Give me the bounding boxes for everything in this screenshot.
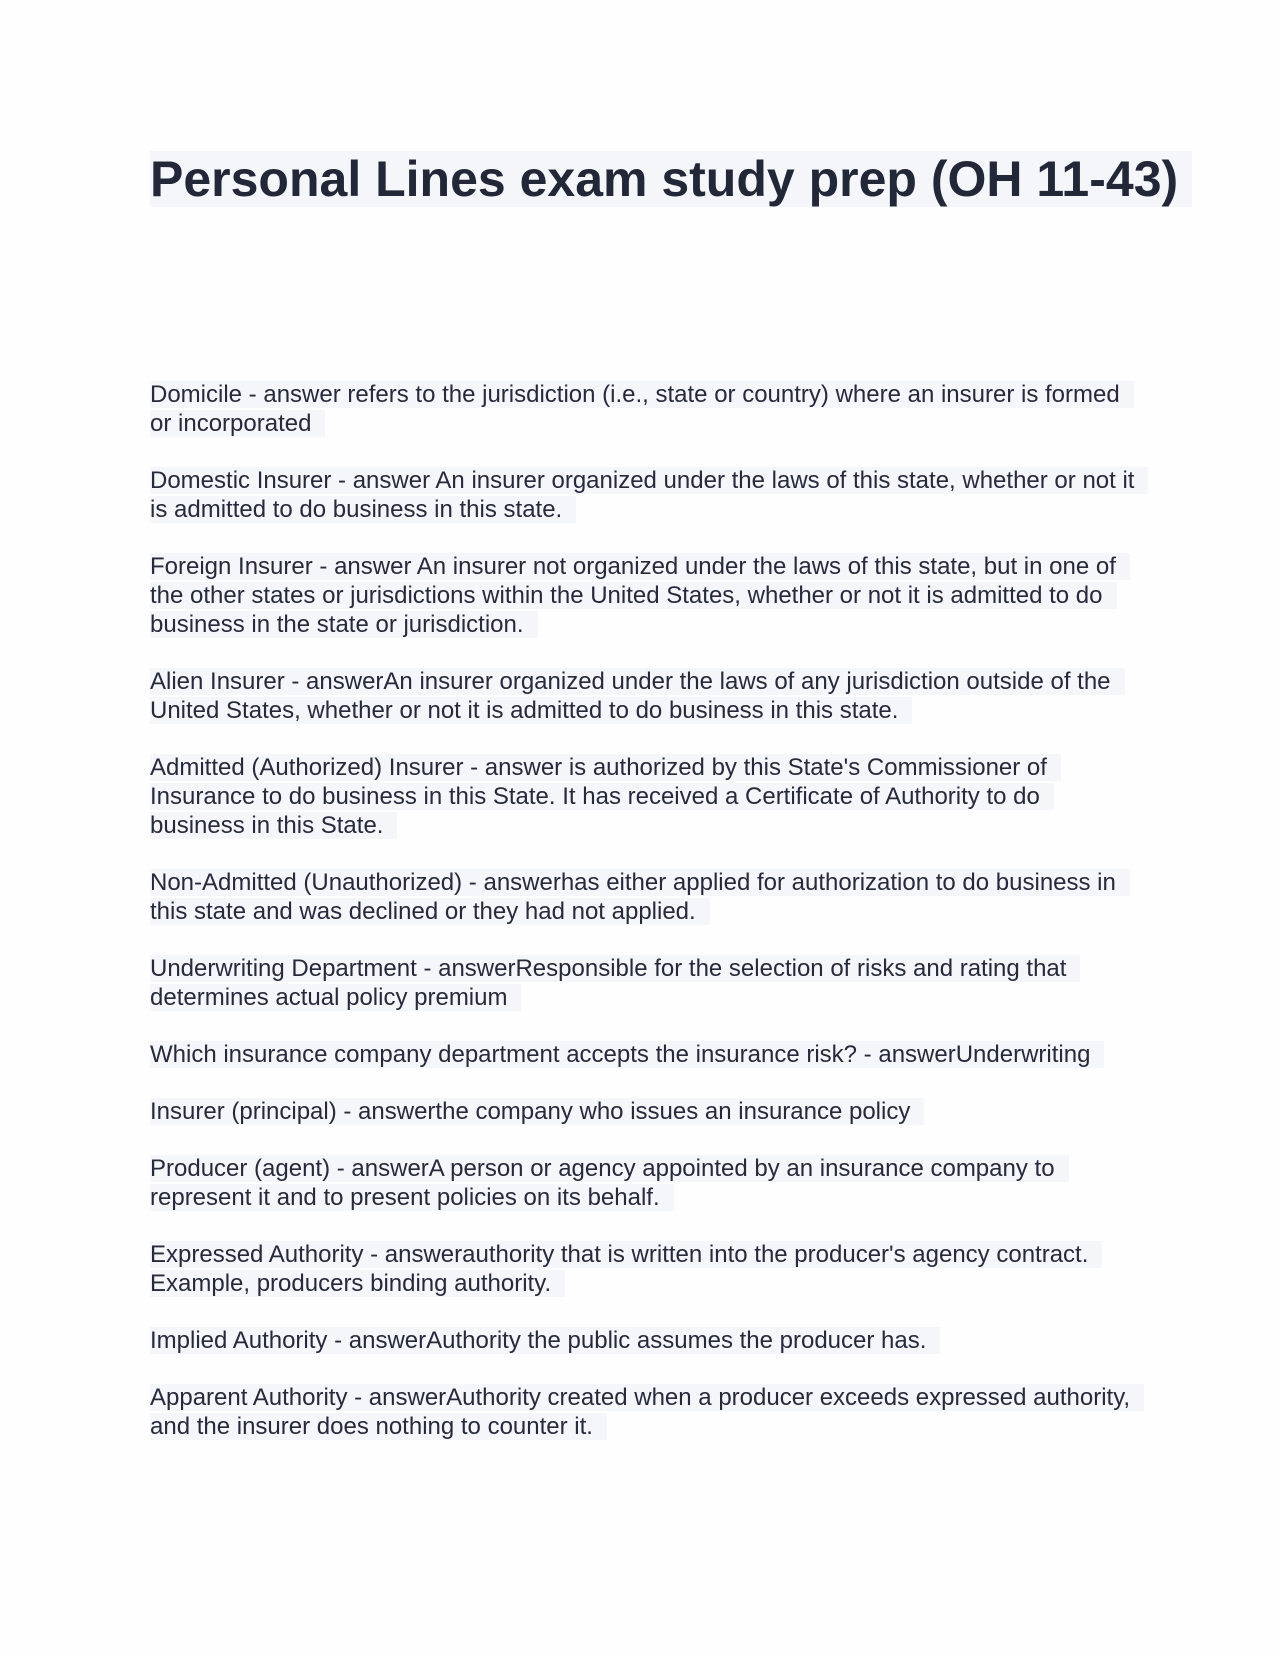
flashcard-text: Domestic Insurer - answer An insurer organized under the laws of this state, whether or not it is admitted to do business in this state. — [150, 467, 1148, 523]
flashcard-text: Non-Admitted (Unauthorized) - answerhas either applied for authorization to do business in this state and was declined or they had not applied. — [150, 869, 1130, 925]
flashcard-entry-producer-agent — [150, 1154, 1135, 1212]
flashcard-text: Implied Authority - answerAuthority the public assumes the producer has. — [150, 1327, 940, 1354]
flashcard-text: Foreign Insurer - answer An insurer not organized under the laws of this state, but in one of the other states or jurisdictions within the United States, whether or not it is admitted to do business in the state or jurisdiction. — [150, 553, 1130, 638]
flashcard-entry-non-admitted — [150, 868, 1135, 926]
flashcard-entry-admitted-insurer — [150, 753, 1135, 840]
page-title-text: Personal Lines exam study prep (OH 11-43) — [150, 151, 1192, 207]
flashcard-entry-foreign-insurer — [150, 552, 1135, 639]
flashcard-text: Admitted (Authorized) Insurer - answer is authorized by this State's Commissioner of Insurance to do business in this State. It has received a Certificate of Authority to do business in this State. — [150, 754, 1061, 839]
flashcard-text: Insurer (principal) - answerthe company who issues an insurance policy — [150, 1098, 924, 1125]
flashcard-text: Apparent Authority - answerAuthority created when a producer exceeds expressed authority, and the insurer does nothing to counter it. — [150, 1384, 1144, 1440]
flashcard-entry-underwriting-department — [150, 954, 1135, 1012]
flashcard-text: Producer (agent) - answerA person or agency appointed by an insurance company to represent it and to present policies on its behalf. — [150, 1155, 1069, 1211]
flashcard-text: Expressed Authority - answerauthority that is written into the producer's agency contract. Example, producers binding authority. — [150, 1241, 1102, 1297]
flashcard-text: Alien Insurer - answerAn insurer organized under the laws of any jurisdiction outside of the United States, whether or not it is admitted to do business in this state. — [150, 668, 1125, 724]
flashcard-entry-domicile — [150, 380, 1135, 438]
flashcard-entry-insurer-principal — [150, 1097, 1135, 1126]
flashcard-entry-alien-insurer — [150, 667, 1135, 725]
flashcard-text: Underwriting Department - answerResponsible for the selection of risks and rating that determines actual policy premium — [150, 955, 1080, 1011]
flashcard-entry-apparent-authority — [150, 1383, 1135, 1441]
flashcard-entry-risk-department — [150, 1040, 1135, 1069]
flashcard-list — [150, 380, 1135, 1469]
flashcard-text: Which insurance company department accepts the insurance risk? - answerUnderwriting — [150, 1041, 1104, 1068]
flashcard-entry-expressed-authority — [150, 1240, 1135, 1298]
flashcard-text: Domicile - answer refers to the jurisdiction (i.e., state or country) where an insurer is formed or incorporated — [150, 381, 1134, 437]
flashcard-entry-implied-authority — [150, 1326, 1135, 1355]
flashcard-entry-domestic-insurer — [150, 466, 1135, 524]
page-title — [150, 150, 1192, 208]
